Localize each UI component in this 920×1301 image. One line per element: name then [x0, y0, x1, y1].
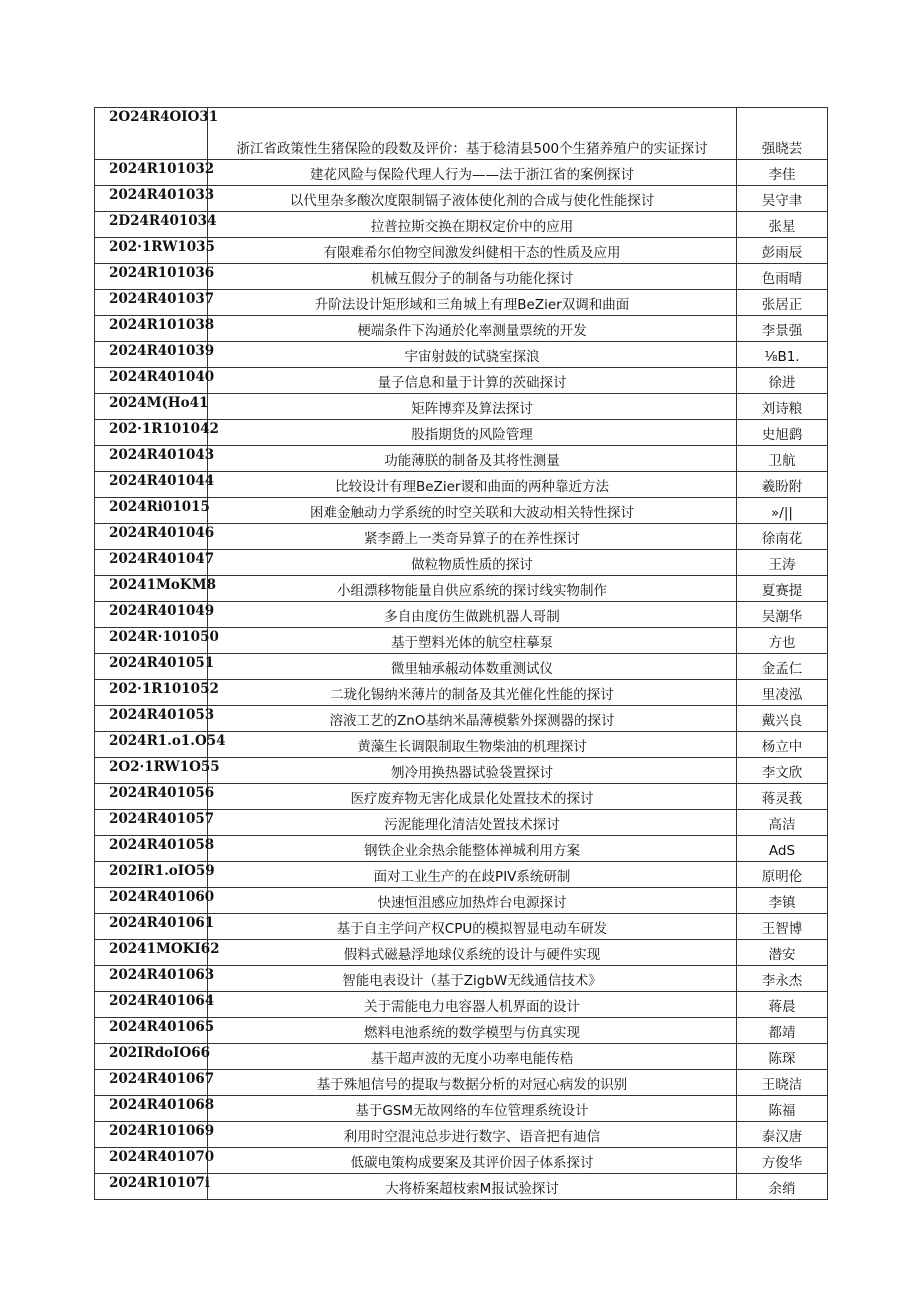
table-row [95, 108, 828, 160]
applicant-name-cell [737, 836, 828, 862]
project-code-text: 2O24R4OIO31 [109, 109, 219, 125]
project-code-cell [95, 1174, 208, 1200]
table-row [95, 316, 828, 342]
project-code-cell [95, 1018, 215, 1044]
table-row [95, 1096, 828, 1122]
project-title-cell [208, 1148, 737, 1174]
applicant-name-cell [737, 524, 828, 550]
applicant-name-text: 王智博 [761, 921, 803, 937]
applicant-name-text: AdS [768, 843, 796, 859]
project-code-text: 2024R401049 [109, 603, 215, 619]
project-title-cell [208, 524, 737, 550]
applicant-name-text: 吴潮华 [761, 609, 803, 625]
project-code-text: 20241MOKI62 [109, 941, 220, 957]
applicant-name-cell [737, 940, 828, 966]
project-title-text: 机械互假分子的制备与功能化探讨 [370, 271, 574, 287]
project-title-text: 面对工业生产的在歧PIV系统研制 [373, 869, 571, 885]
project-title-text: 拉普拉斯交换在期权定价中的应用 [370, 219, 574, 235]
project-code-text: 2024R401047 [109, 551, 215, 567]
table-row [95, 576, 828, 602]
table-row [95, 186, 828, 212]
project-code-cell [95, 602, 215, 628]
project-code-text: 2024R401058 [109, 837, 215, 853]
project-title-text: 溶液工艺的ZnO基纳米晶薄模紫外探测器的探讨 [329, 713, 615, 729]
project-code-text: 2024R401067 [109, 1071, 215, 1087]
project-code-text: 2024R401043 [109, 447, 215, 463]
applicant-name-cell [737, 1122, 828, 1148]
project-code-text: 2024R401063 [109, 967, 215, 983]
applicant-name-cell [737, 1070, 828, 1096]
table-row [95, 836, 828, 862]
applicant-name-text: 史旭鹞 [761, 427, 803, 443]
applicant-name-cell [737, 342, 828, 368]
project-title-text: 功能薄朕的制备及其将性测量 [384, 453, 560, 469]
project-title-text: 快速恒沮感应加热炸台电源探讨 [377, 895, 567, 911]
table-row [95, 1174, 828, 1200]
project-title-cell [208, 264, 737, 290]
project-code-cell [95, 472, 215, 498]
project-code-text: 2024R101069 [109, 1123, 215, 1139]
project-title-text: 污泥能理化清洁处置技术探讨 [384, 817, 560, 833]
applicant-name-cell [737, 1148, 828, 1174]
table-row [95, 446, 828, 472]
applicant-name-text: 李佳 [768, 167, 796, 183]
applicant-name-text: 金孟仁 [761, 661, 803, 677]
project-title-cell [208, 108, 737, 160]
project-code-cell [95, 966, 215, 992]
project-code-cell [95, 186, 215, 212]
project-title-text: 智能电表设计（基于ZigbW无线通信技术》 [342, 973, 602, 989]
applicant-name-cell [737, 888, 828, 914]
applicant-name-text: 徐南花 [761, 531, 803, 547]
project-title-cell [208, 342, 737, 368]
project-title-cell [208, 1096, 737, 1122]
project-title-text: 二珑化锡纳米薄片的制备及其光催化性能的探讨 [330, 687, 614, 703]
applicant-name-text: 杨立中 [761, 739, 803, 755]
project-title-cell [208, 238, 737, 264]
applicant-name-text: 徐进 [768, 375, 796, 391]
applicant-name-text: 夏赛提 [761, 583, 803, 599]
project-title-cell [208, 1070, 737, 1096]
applicant-name-text: 蒋灵莪 [761, 791, 803, 807]
project-title-text: 股指期货的风险管理 [411, 427, 533, 443]
project-title-cell [208, 680, 737, 706]
project-title-text: 假料式磁悬浮地球仪系统的设计与硬件实现 [343, 947, 601, 963]
table-row [95, 784, 828, 810]
table-row [95, 212, 828, 238]
project-title-text: 基于殊旭信号的提取与数据分析的对冠心病发的识别 [316, 1077, 628, 1093]
project-title-text: 量子信息和量于计算的茨础探讨 [377, 375, 567, 391]
project-code-cell [95, 160, 215, 186]
project-code-cell [95, 1070, 215, 1096]
project-code-cell [95, 212, 217, 238]
applicant-name-cell [737, 966, 828, 992]
project-code-text: 20241MoKM8 [109, 577, 216, 593]
project-code-text: 2024R401033 [109, 187, 215, 203]
project-code-cell [95, 706, 215, 732]
table-row [95, 992, 828, 1018]
project-code-cell [95, 914, 215, 940]
applicant-name-text: 强晓芸 [761, 141, 803, 157]
project-title-cell [208, 784, 737, 810]
project-title-text: 医疗废弃物无害化成景化处置技术的探讨 [350, 791, 594, 807]
project-title-text: 基于GSM无故网络的车位管理系统设计 [355, 1103, 589, 1119]
project-code-text: 2024R·101050 [109, 629, 219, 645]
applicant-name-text: 余绡 [768, 1181, 796, 1197]
applicant-name-text: 原明伦 [761, 869, 803, 885]
project-title-text: 基于塑料光体的航空柱摹泵 [391, 635, 553, 651]
applicant-name-cell [737, 628, 828, 654]
project-code-cell [95, 264, 215, 290]
project-code-cell [95, 108, 219, 160]
applicant-name-text: 张居正 [761, 297, 803, 313]
project-title-text: 困难金触动力学系统的时空关联和大波动相关特性探讨 [310, 505, 634, 521]
project-code-text: 2024R401037 [109, 291, 215, 307]
applicant-name-text: 李文欣 [761, 765, 803, 781]
project-code-cell [95, 576, 216, 602]
project-title-cell [208, 966, 737, 992]
applicant-name-text: 色雨晴 [761, 271, 803, 287]
applicant-name-cell [737, 602, 828, 628]
project-title-cell [208, 888, 737, 914]
applicant-name-text: 戴兴良 [761, 713, 803, 729]
project-title-text: 浙江省政策性生猪保险的段数及评价：基于稔清县500个生猪养殖户的实证探讨 [236, 141, 708, 157]
applicant-name-text: 都靖 [768, 1025, 796, 1041]
project-code-text: 2024R401039 [109, 343, 215, 359]
project-code-cell [95, 992, 215, 1018]
project-code-text: 202IR1.oIO59 [109, 863, 215, 879]
project-code-cell [95, 368, 215, 394]
applicant-name-cell [737, 810, 828, 836]
project-code-text: 2024R401044 [109, 473, 215, 489]
project-title-cell [208, 810, 737, 836]
project-code-text: 202·1R101052 [109, 681, 219, 697]
project-title-cell [208, 186, 737, 212]
project-code-cell [95, 862, 215, 888]
project-table [94, 107, 828, 1200]
applicant-name-cell [737, 290, 828, 316]
project-code-cell [95, 290, 215, 316]
project-title-text: 小组漂移物能量自供应系统的探讨线实物制作 [337, 583, 607, 599]
project-title-cell [208, 992, 737, 1018]
project-code-text: 2O2·1RW1O55 [109, 759, 220, 775]
project-code-cell [95, 524, 215, 550]
project-code-text: 2024R401061 [109, 915, 215, 931]
table-row [95, 238, 828, 264]
applicant-name-cell [737, 420, 828, 446]
applicant-name-cell [737, 368, 828, 394]
applicant-name-cell [737, 1096, 828, 1122]
project-title-text: 有限难希尔伯物空间激发纠健相干态的性质及应用 [323, 245, 621, 261]
project-code-cell [95, 550, 215, 576]
project-code-text: 2024Ri01015 [109, 499, 210, 515]
project-title-cell [208, 758, 737, 784]
table-row [95, 602, 828, 628]
table-row [95, 1122, 828, 1148]
project-code-text: 2024R401053 [109, 707, 215, 723]
applicant-name-cell [737, 108, 828, 160]
project-code-cell [95, 654, 215, 680]
applicant-name-cell [737, 576, 828, 602]
applicant-name-text: 方俊华 [761, 1155, 803, 1171]
table-row [95, 1070, 828, 1096]
project-title-cell [208, 1044, 737, 1070]
project-title-cell [208, 290, 737, 316]
table-row [95, 1148, 828, 1174]
project-title-cell [208, 602, 737, 628]
project-title-cell [208, 160, 737, 186]
project-title-cell [208, 628, 737, 654]
project-code-cell [95, 888, 215, 914]
project-title-cell [208, 420, 737, 446]
project-title-text: 多自由度仿生做跳机器人哥制 [384, 609, 560, 625]
project-code-text: 2024R401065 [109, 1019, 215, 1035]
table-row [95, 654, 828, 680]
project-title-cell [208, 446, 737, 472]
project-title-text: 微里轴承赧动体数重测试仪 [391, 661, 553, 677]
table-row [95, 680, 828, 706]
table-row [95, 810, 828, 836]
project-title-cell [208, 654, 737, 680]
project-code-text: 2024R101032 [109, 161, 215, 177]
project-title-cell [208, 1174, 737, 1200]
table-row [95, 420, 828, 446]
project-title-cell [208, 706, 737, 732]
project-code-cell [95, 498, 208, 524]
project-title-cell [208, 368, 737, 394]
project-code-cell [95, 628, 219, 654]
table-row [95, 888, 828, 914]
applicant-name-cell [737, 498, 828, 524]
project-code-text: 202·1R101042 [109, 421, 219, 437]
applicant-name-cell [737, 758, 828, 784]
project-code-text: 2024R101038 [109, 317, 215, 333]
project-title-cell [208, 576, 737, 602]
table-row [95, 264, 828, 290]
project-title-text: 燃料电池系统的数学模型与仿真实现 [364, 1025, 580, 1041]
project-title-cell [208, 732, 737, 758]
project-title-text: 以代里杂多酸次度限制镉子液体使化剂的合成与使化性能探讨 [289, 193, 655, 209]
project-title-cell [208, 550, 737, 576]
table-row [95, 160, 828, 186]
applicant-name-text: 蒋晨 [768, 999, 796, 1015]
applicant-name-text: 彭雨辰 [761, 245, 803, 261]
applicant-name-text: 陈福 [768, 1103, 796, 1119]
table-row [95, 1044, 828, 1070]
applicant-name-text: 刘诗粮 [761, 401, 803, 417]
project-code-text: 2024R10107i [109, 1175, 210, 1191]
project-code-text: 2024R401056 [109, 785, 215, 801]
project-code-cell [95, 810, 215, 836]
project-title-text: 关于需能电力电容器人机界面的设计 [364, 999, 580, 1015]
project-title-text: 升阶法设计矩形域和三角城上有理BeZier双调和曲面 [314, 297, 630, 313]
applicant-name-cell [737, 446, 828, 472]
project-code-text: 2024R401070 [109, 1149, 215, 1165]
applicant-name-cell [737, 680, 828, 706]
table-row [95, 862, 828, 888]
applicant-name-text: 方也 [768, 635, 796, 651]
table-row [95, 524, 828, 550]
project-title-text: 梗端条件下沟通於化率测量票统的开发 [357, 323, 587, 339]
applicant-name-cell [737, 1174, 828, 1200]
applicant-name-cell [737, 238, 828, 264]
project-code-text: 2024R101036 [109, 265, 215, 281]
project-code-cell [95, 784, 215, 810]
applicant-name-cell [737, 914, 828, 940]
project-code-cell [95, 446, 215, 472]
applicant-name-cell [737, 186, 828, 212]
applicant-name-text: 陈琛 [768, 1051, 796, 1067]
project-title-text: 建花风险与保险代理人行为——法于浙江省的案例探讨 [310, 167, 634, 183]
table-row [95, 628, 828, 654]
applicant-name-cell [737, 472, 828, 498]
project-title-text: 刎冷用换热器试验袋置探讨 [391, 765, 553, 781]
project-code-cell [95, 342, 215, 368]
project-code-text: 202·1RW1035 [109, 239, 215, 255]
table-row [95, 550, 828, 576]
project-code-cell [95, 1044, 211, 1070]
project-code-cell [95, 758, 220, 784]
table-row [95, 394, 828, 420]
applicant-name-text: ⅛B1. [764, 349, 800, 365]
project-code-cell [95, 238, 215, 264]
table-row [95, 914, 828, 940]
applicant-name-text: 泰汉唐 [761, 1129, 803, 1145]
applicant-name-cell [737, 394, 828, 420]
project-title-cell [208, 914, 737, 940]
applicant-name-cell [737, 316, 828, 342]
applicant-name-text: 张星 [768, 219, 796, 235]
project-title-cell [208, 1018, 737, 1044]
project-code-text: 2024R401064 [109, 993, 215, 1009]
project-code-cell [95, 680, 219, 706]
project-code-cell [95, 316, 215, 342]
project-title-cell [208, 940, 737, 966]
table-row [95, 342, 828, 368]
project-title-cell [208, 212, 737, 238]
table-row [95, 472, 828, 498]
project-title-text: 黄藻生长调限制取生物柴油的机理探讨 [357, 739, 587, 755]
project-code-text: 2024R401060 [109, 889, 215, 905]
applicant-name-cell [737, 212, 828, 238]
project-title-cell [208, 1122, 737, 1148]
project-title-cell [208, 316, 737, 342]
applicant-name-cell [737, 264, 828, 290]
applicant-name-text: »/|| [771, 505, 793, 521]
project-title-cell [208, 862, 737, 888]
project-title-text: 做粒物质性质的探讨 [411, 557, 533, 573]
applicant-name-text: 卫航 [768, 453, 796, 469]
applicant-name-cell [737, 992, 828, 1018]
table-row [95, 966, 828, 992]
project-code-cell [95, 836, 215, 862]
project-title-text: 宇宙射鼓的试骁室探浪 [404, 349, 540, 365]
table-row [95, 758, 828, 784]
project-code-text: 2024R401046 [109, 525, 215, 541]
project-title-text: 钢铁企业余热余能整体禅城利用方案 [364, 843, 580, 859]
table-row [95, 940, 828, 966]
project-code-text: 2024R401057 [109, 811, 215, 827]
applicant-name-cell [737, 550, 828, 576]
applicant-name-cell [737, 654, 828, 680]
project-code-text: 2D24R401034 [109, 213, 217, 229]
applicant-name-text: 李永杰 [761, 973, 803, 989]
project-code-cell [95, 1148, 215, 1174]
applicant-name-text: 王晓洁 [761, 1077, 803, 1093]
applicant-name-text: 吴守聿 [761, 193, 803, 209]
table-row [95, 290, 828, 316]
table-row [95, 706, 828, 732]
project-code-text: 2024R401040 [109, 369, 215, 385]
project-title-cell [208, 498, 737, 524]
project-code-text: 2024M(Ho41 [109, 395, 209, 411]
applicant-name-text: 羲盼附 [761, 479, 803, 495]
project-title-text: 基干超声波的无度小功率电能传梏 [370, 1051, 574, 1067]
project-code-cell [95, 420, 219, 446]
applicant-name-cell [737, 784, 828, 810]
applicant-name-text: 李景强 [761, 323, 803, 339]
project-title-text: 利用时空混沌总步进行数字、语音把有迪信 [343, 1129, 601, 1145]
project-code-cell [95, 1122, 215, 1148]
project-title-cell [208, 472, 737, 498]
project-code-cell [95, 940, 220, 966]
applicant-name-cell [737, 732, 828, 758]
applicant-name-cell [737, 706, 828, 732]
applicant-name-text: 潜安 [768, 947, 796, 963]
project-title-cell [208, 836, 737, 862]
applicant-name-cell [737, 1018, 828, 1044]
project-code-cell [95, 732, 226, 758]
table-row [95, 732, 828, 758]
table-row [95, 498, 828, 524]
project-title-text: 大将桥案超枝索M报试验探讨 [385, 1181, 559, 1197]
applicant-name-cell [737, 1044, 828, 1070]
table-row [95, 368, 828, 394]
applicant-name-text: 里凌泓 [761, 687, 803, 703]
project-title-text: 紧李爵上一类奇异算子的在养性探讨 [364, 531, 580, 547]
applicant-name-text: 高洁 [768, 817, 796, 833]
project-code-cell [95, 394, 208, 420]
applicant-name-text: 李镇 [768, 895, 796, 911]
project-code-text: 2024R401051 [109, 655, 215, 671]
project-code-cell [95, 1096, 215, 1122]
project-code-text: 2024R1.o1.O54 [109, 733, 226, 749]
project-code-text: 202IRdoIO66 [109, 1045, 211, 1061]
project-title-text: 比较设计有理BeZier谡和曲面的两种靠近方法 [335, 479, 609, 495]
project-table-body [95, 108, 828, 1200]
project-title-text: 矩阵博弈及算法探讨 [411, 401, 533, 417]
project-title-text: 低碳电策构成要案及其评价因子体系探讨 [350, 1155, 594, 1171]
project-title-cell [208, 394, 737, 420]
project-title-text: 基于自主学问产权CPU的模拟智显电动车研发 [336, 921, 608, 937]
table-row [95, 1018, 828, 1044]
applicant-name-text: 王涛 [768, 557, 796, 573]
project-code-text: 2024R401068 [109, 1097, 215, 1113]
applicant-name-cell [737, 160, 828, 186]
applicant-name-cell [737, 862, 828, 888]
